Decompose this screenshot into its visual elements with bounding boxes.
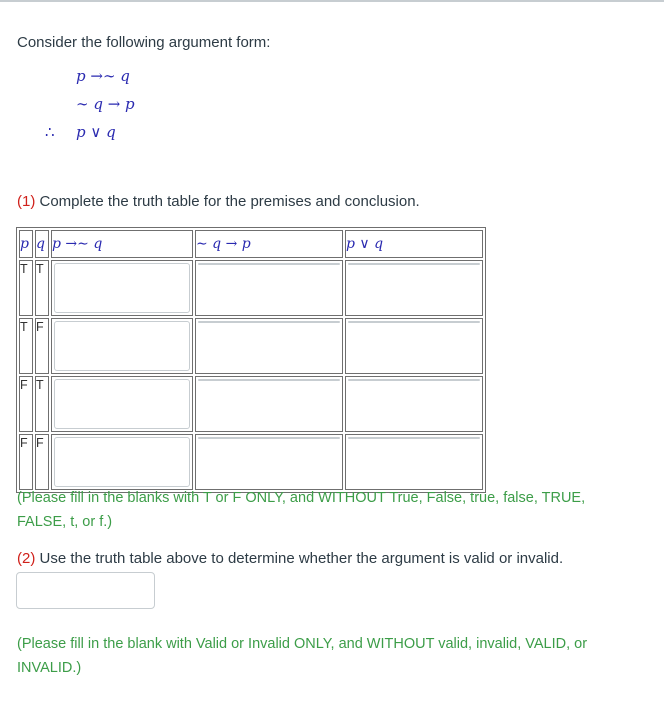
therefore-symbol: ∴ (45, 123, 55, 141)
instruction-note-2: (Please fill in the blank with Valid or Invalid ONLY, and WITHOUT valid, invalid, VALID, or INVALID.) (17, 636, 588, 676)
truth-table (16, 227, 486, 493)
row-2-conclusion-input[interactable] (348, 321, 480, 323)
row-4-q: F (35, 434, 49, 490)
header-premise-2: ∼ q → p (195, 230, 343, 258)
row-4-premise-1-input[interactable] (54, 437, 190, 487)
row-4-p: F (19, 434, 33, 490)
top-divider (0, 0, 664, 2)
intro-text: Consider the following argument form: (17, 34, 271, 51)
table-row (19, 260, 483, 316)
row-1-premise-1-input[interactable] (54, 263, 190, 313)
row-1-conclusion-input[interactable] (348, 263, 480, 265)
header-conclusion: p ∨ q (345, 230, 483, 258)
question-2 (17, 550, 563, 567)
row-3-p: F (19, 376, 33, 432)
header-p: p (19, 230, 33, 258)
row-3-premise-1-input[interactable] (54, 379, 190, 429)
question-1-number: (1) (17, 193, 36, 210)
row-4-premise-2-input[interactable] (198, 437, 340, 439)
instruction-note-1: (Please fill in the blanks with T or F ONLY, and WITHOUT True, False, true, false, TRUE, FALSE, t, or f.) (17, 490, 586, 530)
truth-table-header (19, 230, 483, 258)
row-3-premise-2-input[interactable] (198, 379, 340, 381)
table-row (19, 318, 483, 374)
row-2-q: F (35, 318, 49, 374)
row-3-conclusion-input[interactable] (348, 379, 480, 381)
row-2-premise-2-input[interactable] (198, 321, 340, 323)
row-1-p: T (19, 260, 33, 316)
validity-answer-input[interactable] (16, 572, 155, 609)
row-4-conclusion-input[interactable] (348, 437, 480, 439)
premise-2: ∼ q → p (76, 95, 135, 113)
row-1-q: T (35, 260, 49, 316)
question-2-number: (2) (17, 550, 36, 567)
question-2-text: Use the truth table above to determine whether the argument is valid or invalid. (35, 550, 564, 567)
question-1 (17, 193, 420, 210)
header-premise-1: p →∼ q (51, 230, 193, 258)
row-1-premise-2-input[interactable] (198, 263, 340, 265)
conclusion: p ∨ q (76, 123, 116, 141)
question-1-text: Complete the truth table for the premises and conclusion. (35, 193, 420, 210)
row-2-premise-1-input[interactable] (54, 321, 190, 371)
row-2-p: T (19, 318, 33, 374)
table-row (19, 434, 483, 490)
header-q: q (35, 230, 49, 258)
row-3-q: T (35, 376, 49, 432)
table-row (19, 376, 483, 432)
premise-1: p →∼ q (76, 67, 130, 85)
